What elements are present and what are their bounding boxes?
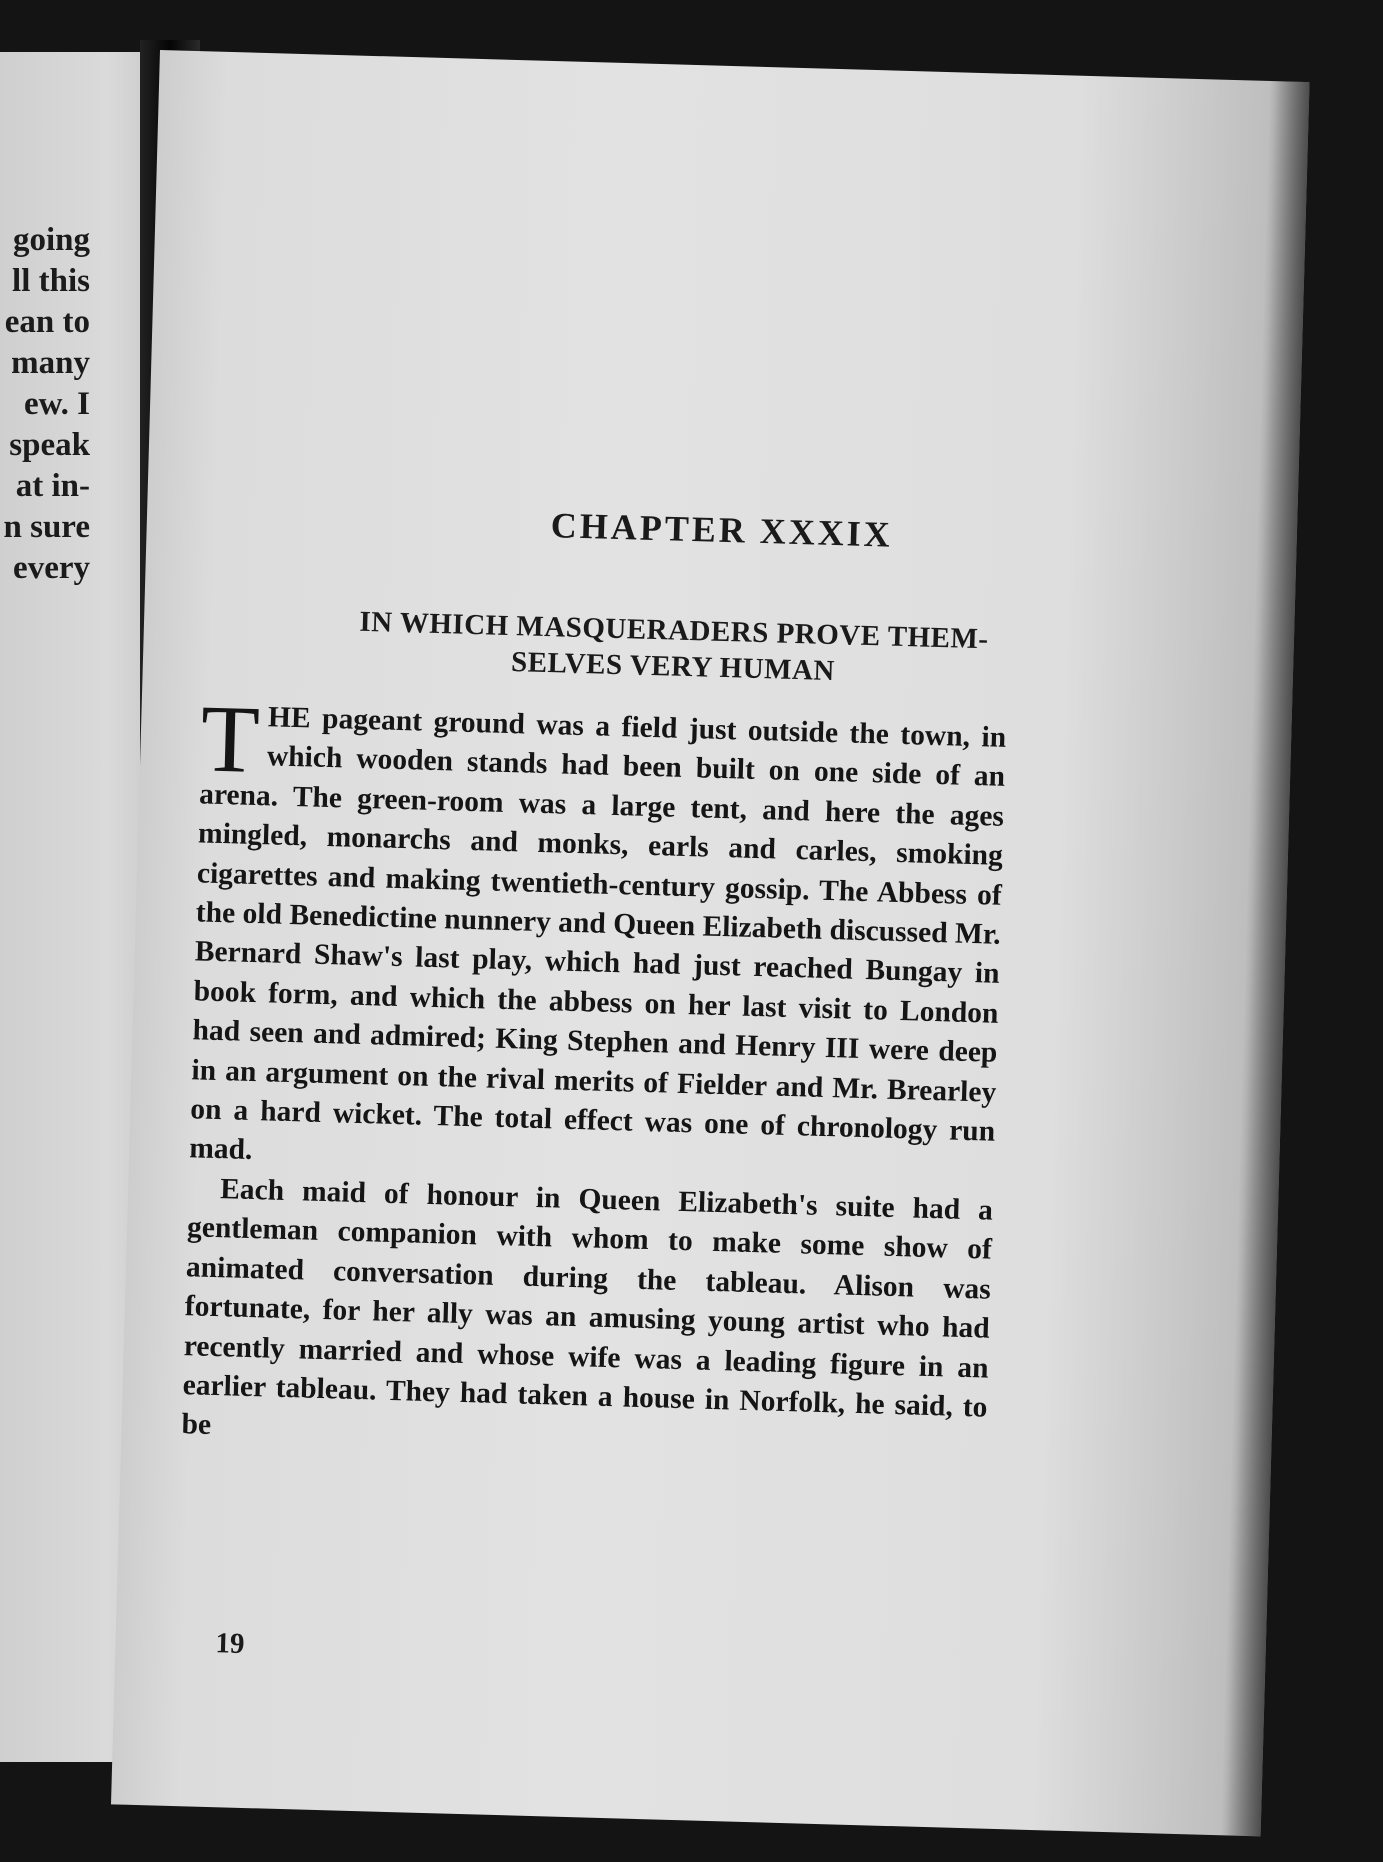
chapter-title: CHAPTER XXXIX xyxy=(550,505,894,555)
left-page-line: many xyxy=(11,345,90,381)
chapter-body xyxy=(181,684,1007,1467)
left-page-line: at in- xyxy=(15,468,90,504)
chapter-subtitle xyxy=(263,601,1085,696)
left-page-line: going xyxy=(12,222,90,258)
left-page-line: every xyxy=(13,550,90,586)
right-page xyxy=(111,50,1310,1836)
left-page-line: ew. I xyxy=(24,386,90,422)
paragraph xyxy=(188,684,1007,1191)
page-edge-shadow xyxy=(1221,81,1310,1836)
drop-cap: T xyxy=(199,684,261,794)
chapter-subtitle-line: SELVES VERY HUMAN xyxy=(510,646,836,688)
left-page-line: ll this xyxy=(12,263,90,299)
left-page-line: speak xyxy=(9,427,90,463)
paragraph-text: HE pageant ground was a field just outside the town, in which wooden stands had been built on one side of an arena. The green-room was a large tent, and here the ages mingled, monarchs and monks, earls and carles, smoking cigarettes and making twentieth-century gossip. The Abbess of the old Benedictine nunnery and Queen Elizabeth discussed Mr. Bernard Shaw's last play, which had just reached Bungay in book form, and which the abbess on her last visit to London had seen and admired; King Stephen and Henry III were deep in an argument on the rival merits of Fielder and Mr. Brearley on a hard wicket. The total effect was one of chronology run mad. xyxy=(188,701,1007,1167)
left-page-line: ean to xyxy=(4,304,90,340)
left-page-line: n sure xyxy=(3,509,90,545)
paragraph: Each maid of honour in Queen Elizabeth's suite had a gentleman companion with whom to make some show of animated conversation during the tableau. Alison was fortunate, for her ally was an amusing young artist who had recently married and whose wife was a leading figure in an earlier tableau. They had taken a house in Norfolk, he said, to be xyxy=(181,1173,994,1442)
page-number: 19 xyxy=(215,1627,245,1660)
chapter-subtitle-line: IN WHICH MASQUERADERS PROVE THEM- xyxy=(358,605,989,656)
